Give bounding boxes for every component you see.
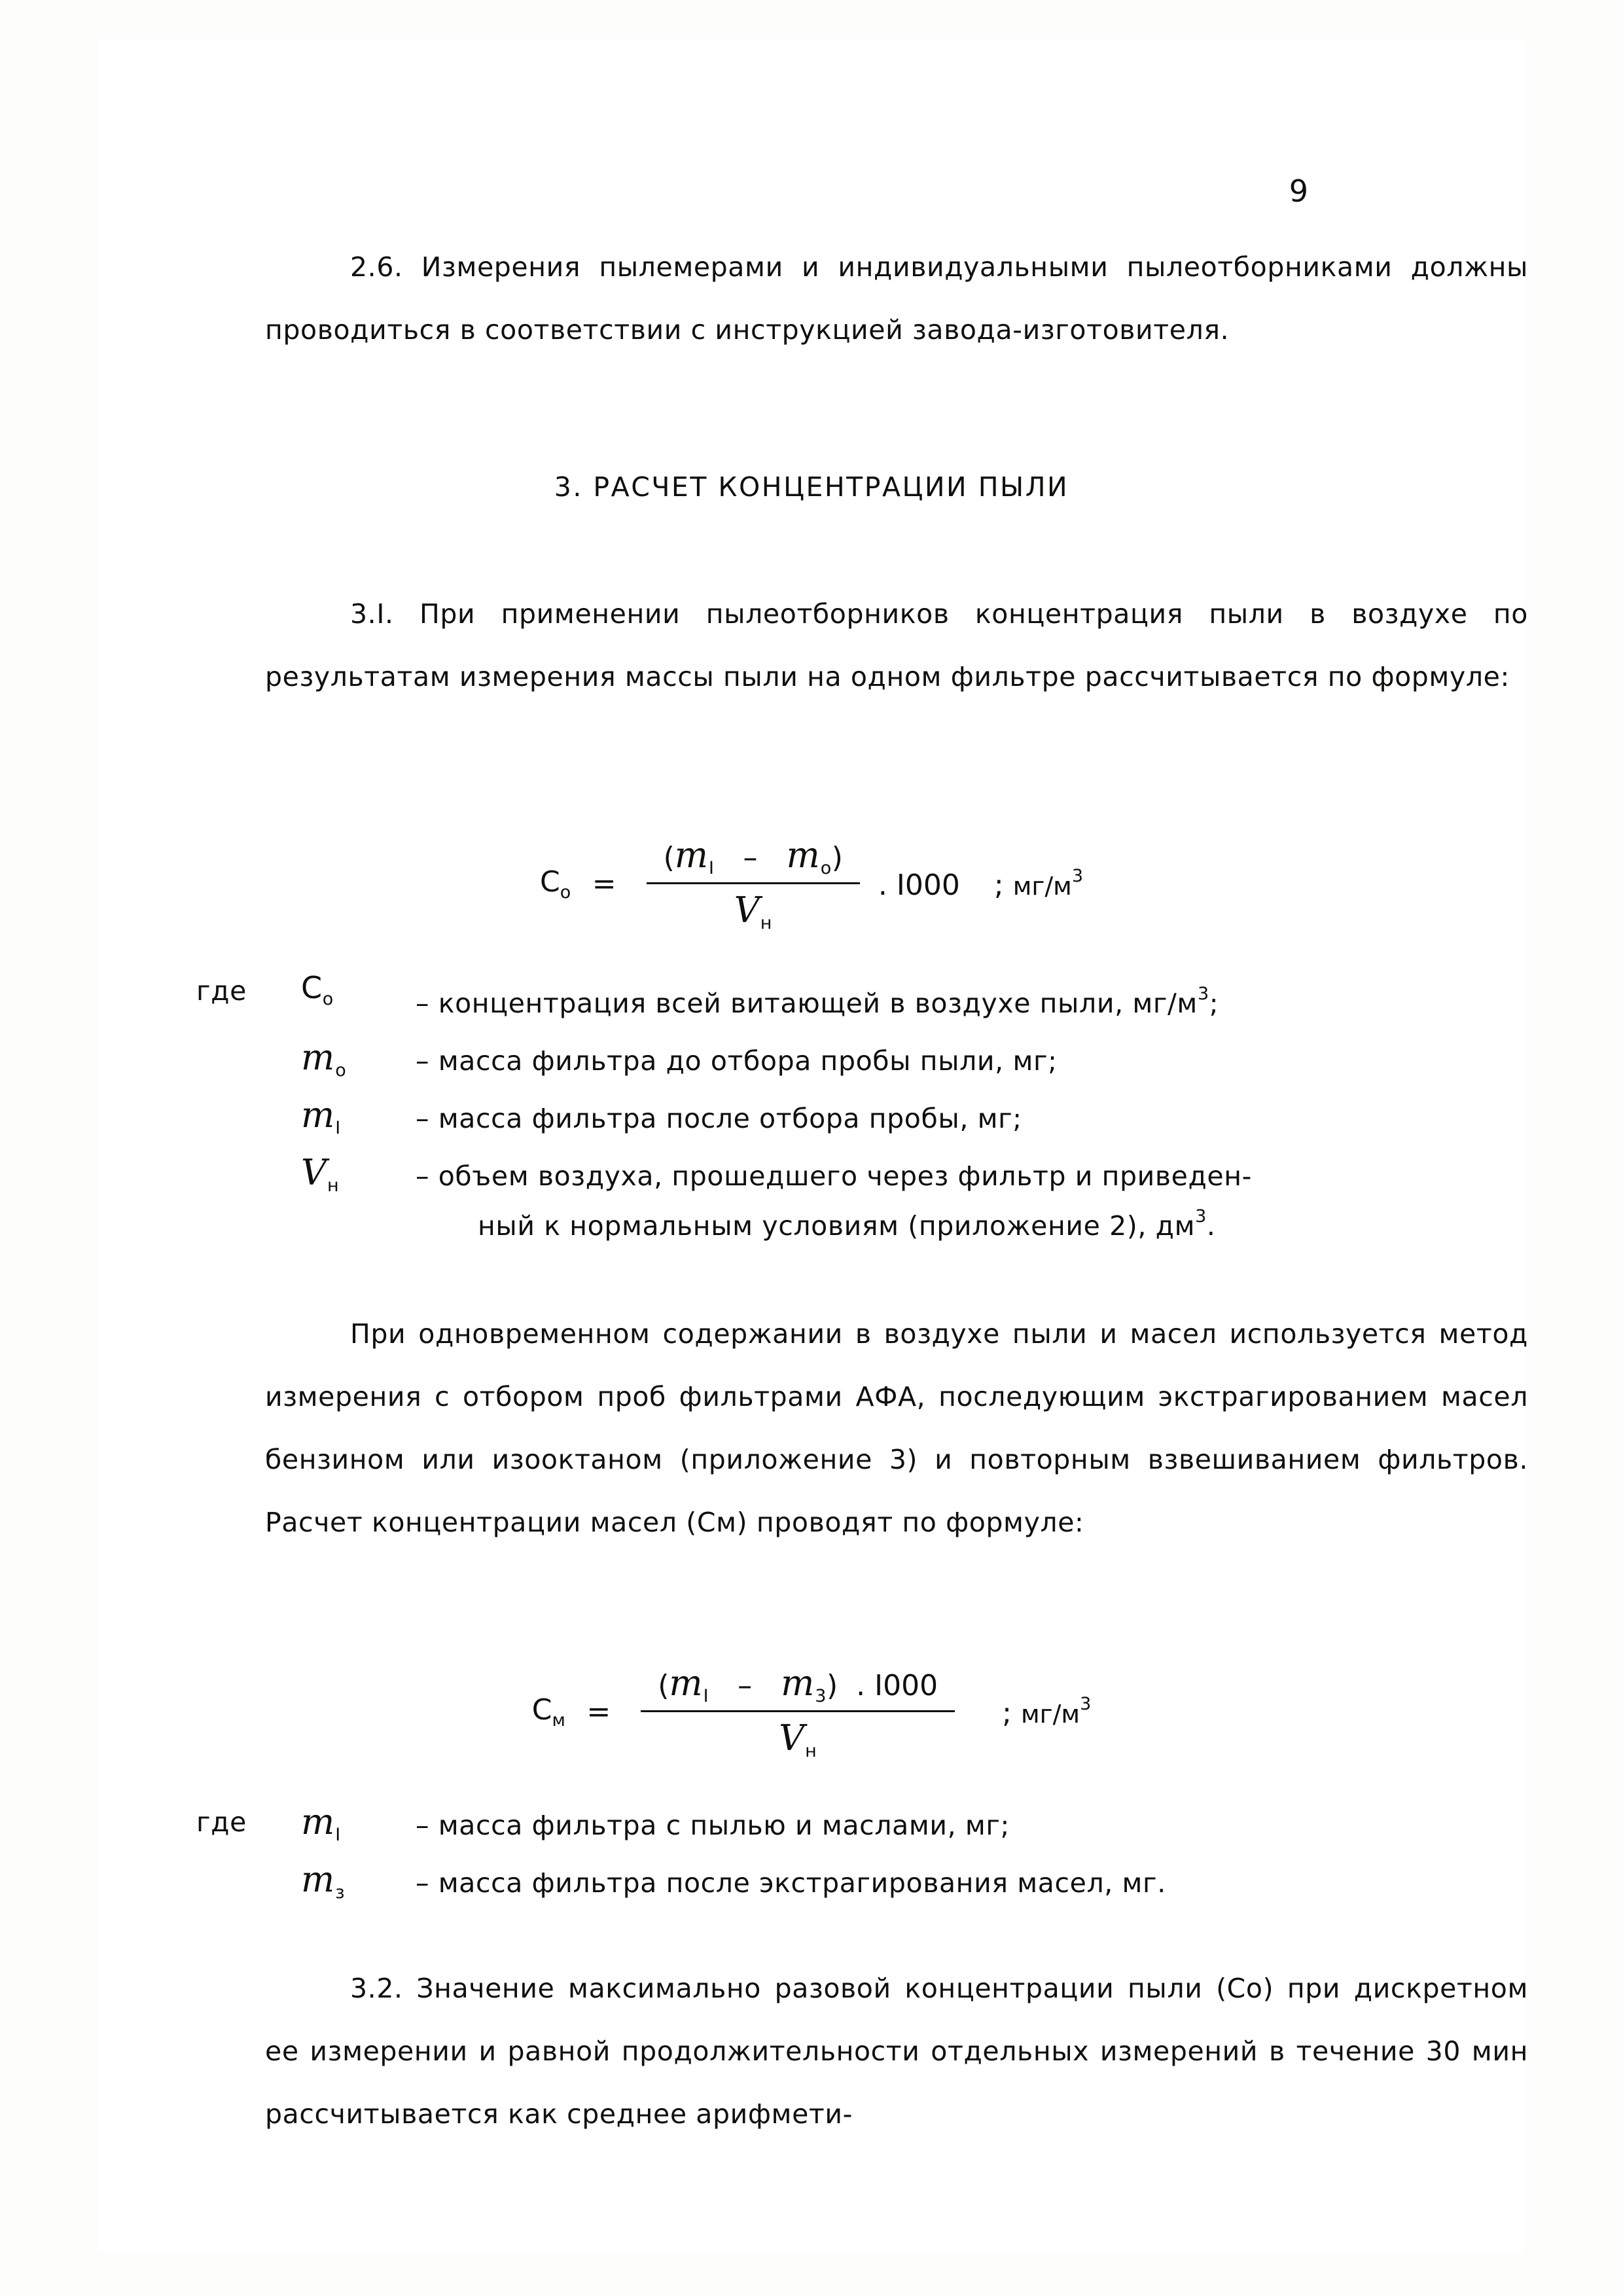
definition-symbol-subscript: н (327, 1175, 340, 1196)
definition-symbol-char: m (301, 1037, 336, 1078)
definition-text-main: – масса фильтра после экстрагирования масел, мг. (416, 1867, 1166, 1899)
formula1-equals: = (592, 867, 616, 901)
formula2-den-v-sub: н (805, 1741, 817, 1761)
formula2-tail-units-exponent: 3 (1080, 1694, 1092, 1714)
formula2-num-m1-sub: I (703, 1686, 709, 1706)
formula2-num-dot: . (856, 1669, 866, 1702)
formula1-lhs (540, 865, 571, 903)
definition-text-main: – концентрация всей витающей в воздухе пыли, мг/м (416, 988, 1198, 1019)
formula2-denominator (641, 1712, 955, 1761)
definitions-gde-label: где (196, 975, 247, 1007)
definition-gde-spacer (196, 1093, 275, 1100)
page-sheet (98, 39, 1528, 2251)
definition-text (416, 1151, 1525, 1246)
formula1-tail-separator: ; (993, 869, 1004, 902)
definition-row (196, 1035, 1525, 1081)
formula2-num-m3: m (781, 1662, 815, 1704)
definition-row (196, 969, 1525, 1024)
formula2-numerator (641, 1662, 955, 1712)
definition-row (196, 1093, 1525, 1139)
definition-symbol-subscript: I (335, 1118, 341, 1138)
definition-gde-spacer (196, 1035, 275, 1042)
formula1-lhs-symbol: C (539, 865, 560, 899)
formula1-numerator (647, 834, 860, 884)
definition-gde-spacer (196, 1151, 275, 1157)
definition-row (196, 1151, 1525, 1246)
definition-symbol-char: C (301, 970, 323, 1005)
formula2-equals: = (586, 1695, 611, 1729)
formula1-den-v: V (734, 889, 760, 931)
definition-symbol-subscript: о (322, 989, 334, 1009)
definition-text (416, 1857, 1525, 1903)
definition-symbol (275, 969, 416, 1009)
definition-text (416, 1035, 1525, 1081)
definition-text-exponent: 3 (1197, 984, 1209, 1004)
paragraph-2-6 (265, 236, 1528, 361)
definition-row (196, 1857, 1525, 1903)
definition-text-main: – объем воздуха, прошедшего через фильтр и приведен- (416, 1160, 1253, 1192)
formula2-num-m3-sub: 3 (815, 1686, 827, 1706)
definition-symbol (275, 1800, 416, 1845)
definition-symbol-char: m (301, 1801, 336, 1842)
section-heading: 3. РАСЧЕТ КОНЦЕНТРАЦИИ ПЫЛИ (554, 471, 1069, 503)
formula1-num-m1-sub: I (709, 858, 715, 878)
formula2-lhs-symbol: C (531, 1693, 552, 1727)
definition-symbol-subscript: I (335, 1825, 341, 1845)
formula1-tail-dot: . (878, 869, 887, 902)
definitions2-gde-label: где (196, 1806, 247, 1838)
paragraph-3-2 (265, 1957, 1528, 2145)
definition-text-cont-tail: . (1206, 1210, 1216, 1242)
formula2-num-m1: m (669, 1662, 704, 1704)
definition-text-tail: ; (1209, 988, 1219, 1019)
definition-text-main: – масса фильтра после отбора пробы, мг; (416, 1103, 1022, 1134)
formula1-num-close-paren: ) (831, 841, 843, 874)
definition-text (416, 1093, 1525, 1139)
formula1-num-minus: – (743, 841, 758, 874)
formula1-fraction (647, 834, 860, 933)
formula1-tail (878, 866, 1083, 902)
page-number: 9 (1289, 173, 1309, 209)
definitions-list-2 (196, 1800, 1525, 1915)
definition-symbol-char: m (301, 1859, 336, 1900)
definition-symbol (275, 1151, 416, 1196)
formula2-num-minus: – (738, 1669, 753, 1702)
paragraph-extraction (265, 1302, 1528, 1554)
definition-gde-spacer (196, 1857, 275, 1864)
definition-text (416, 1800, 1525, 1846)
formula1-tail-factor: I000 (896, 869, 960, 902)
formula2-fraction (641, 1662, 955, 1761)
formula1-den-v-sub: н (760, 913, 772, 933)
formula-concentration-oil (98, 1662, 1525, 1761)
definition-text-cont-exponent: 3 (1195, 1206, 1207, 1227)
definitions-list-1 (196, 969, 1525, 1258)
definition-symbol-char: m (301, 1094, 336, 1136)
paragraph-2-6-text: 2.6. Измерения пылемерами и индивидуальными пылеотборниками должны проводиться в соответствии с инструкцией завода-изготовителя. (265, 251, 1528, 346)
formula2-num-factor: I000 (874, 1669, 938, 1702)
definition-symbol-subscript: з (335, 1882, 346, 1903)
definition-symbol-char: V (301, 1152, 327, 1193)
definition-text-main: – масса фильтра с пылью и маслами, мг; (416, 1810, 1010, 1841)
formula1-num-m1: m (674, 834, 709, 876)
formula1-tail-units: мг/м (1012, 872, 1072, 901)
formula2-lhs (532, 1693, 566, 1731)
paragraph-extraction-text: При одновременном содержании в воздухе пыли и масел используется метод измерения с отбором проб фильтрами АФА, последующим экстрагированием масел бензином или изооктаном (приложение 3) и повторным взвешиванием фильтров. Расчет концентрации масел (Cм) проводят по формуле: (265, 1318, 1528, 1538)
formula1-num-m0-sub: о (820, 858, 832, 878)
formula2-den-v: V (779, 1717, 806, 1759)
definition-symbol (275, 1857, 416, 1903)
formula1-tail-units-exponent: 3 (1071, 866, 1083, 886)
definition-symbol-subscript: о (335, 1060, 347, 1081)
definition-text (416, 969, 1525, 1024)
formula2-tail-units: мг/м (1020, 1700, 1080, 1729)
formula1-lhs-subscript: о (560, 882, 571, 903)
paragraph-3-1 (265, 583, 1528, 708)
definition-symbol (275, 1093, 416, 1138)
definition-text-continuation (416, 1196, 1525, 1246)
definition-row (196, 1800, 1525, 1846)
paragraph-3-2-text: 3.2. Значение максимально разовой концентрации пыли (Со) при дискретном ее измерении и равной продолжительности отдельных измерений в течение 30 мин рассчитывается как среднее арифмети- (265, 1973, 1528, 2130)
formula2-tail (973, 1694, 1091, 1730)
formula1-num-open-paren: ( (663, 841, 675, 874)
definition-text-main: – масса фильтра до отбора пробы пыли, мг; (416, 1045, 1058, 1077)
formula-concentration-dust (98, 834, 1525, 933)
definition-text-cont-main: ный к нормальным условиям (приложение 2), дм (478, 1210, 1196, 1242)
formula1-num-m0: m (786, 834, 821, 876)
formula2-num-close-paren: ) (826, 1669, 838, 1702)
formula2-lhs-subscript: м (552, 1710, 566, 1731)
formula2-tail-separator: ; (1002, 1696, 1012, 1730)
definition-symbol (275, 1035, 416, 1081)
formula2-num-open-paren: ( (658, 1669, 669, 1702)
paragraph-3-1-text: 3.I. При применении пылеотборников концентрация пыли в воздухе по результатам измерения массы пыли на одном фильтре рассчитывается по формуле: (265, 598, 1528, 692)
formula1-denominator (647, 884, 860, 933)
